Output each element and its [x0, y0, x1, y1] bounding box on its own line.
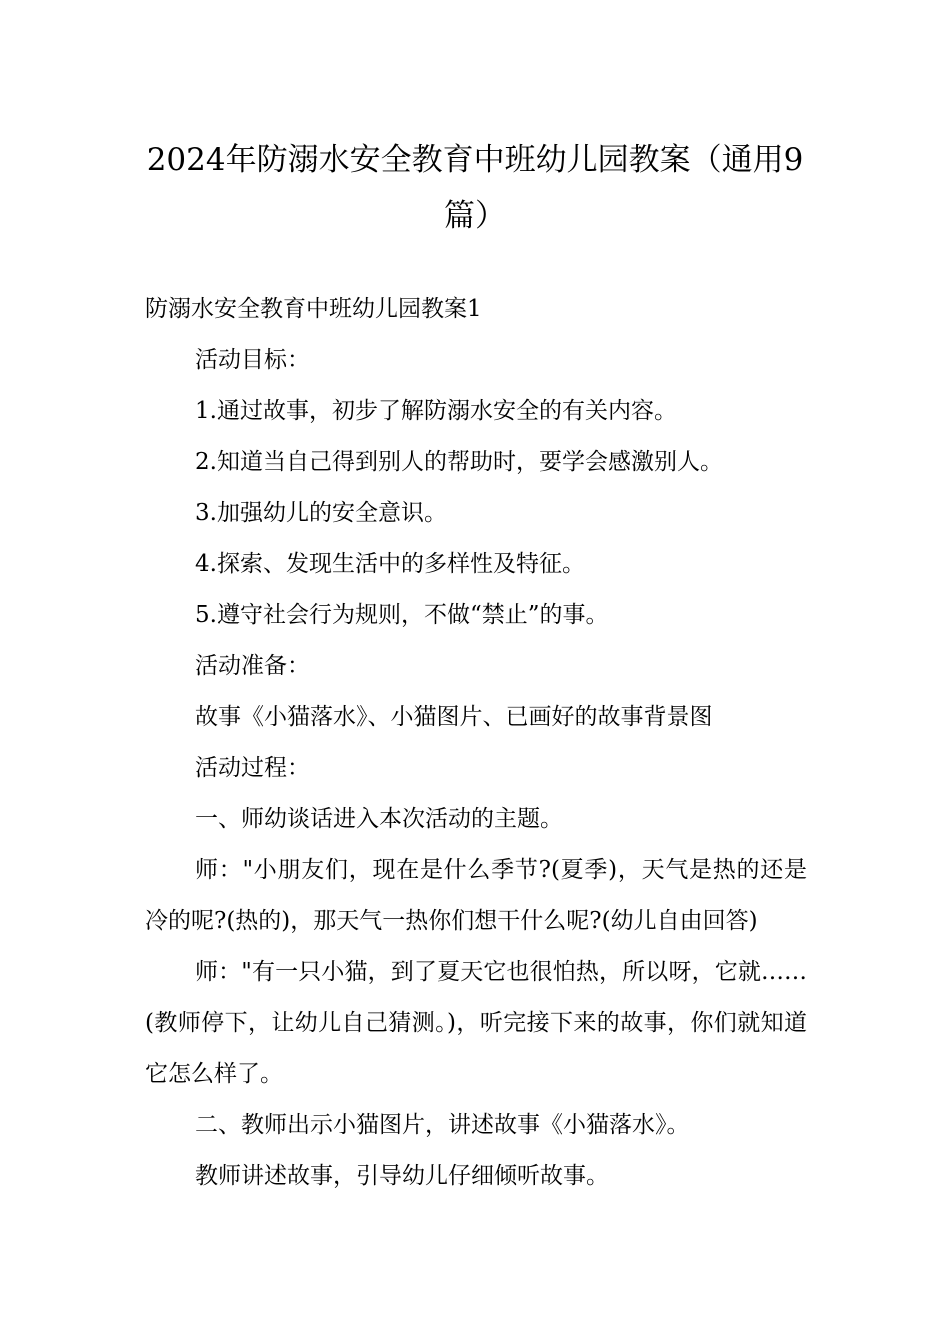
paragraph-goal-2: 2.知道当自己得到别人的帮助时，要学会感激别人。	[195, 449, 723, 475]
paragraph-goal-3: 3.加强幼儿的安全意识。	[195, 500, 447, 526]
paragraph-goal-4: 4.探索、发现生活中的多样性及特征。	[195, 551, 585, 577]
document-body	[145, 284, 807, 1202]
paragraph-teacher-dialogue-1: 师："小朋友们，现在是什么季节?(夏季)，天气是热的还是冷的呢?(热的)，那天气一热你们想干什么呢?(幼儿自由回答)	[145, 857, 807, 934]
paragraph-step-1: 一、师幼谈话进入本次活动的主题。	[195, 806, 563, 832]
document-title: 2024年防溺水安全教育中班幼儿园教案（通用9篇）	[146, 142, 804, 234]
paragraph-goal-1: 1.通过故事，初步了解防溺水安全的有关内容。	[195, 398, 677, 424]
paragraph-preparation-heading: 活动准备：	[195, 653, 310, 679]
paragraph-teacher-dialogue-2: 师："有一只小猫，到了夏天它也很怕热，所以呀，它就……(教师停下，让幼儿自己猜测。)，听完接下来的故事，你们就知道它怎么样了。	[145, 959, 807, 1087]
paragraph-step-2: 二、教师出示小猫图片，讲述故事《小猫落水》。	[195, 1112, 690, 1138]
paragraph-preparation-materials: 故事《小猫落水》、小猫图片、已画好的故事背景图	[195, 704, 713, 730]
paragraph-goal-5: 5.遵守社会行为规则，不做“禁止”的事。	[195, 602, 609, 628]
section-heading: 防溺水安全教育中班幼儿园教案1	[145, 296, 482, 322]
paragraph-activity-goals-heading: 活动目标：	[195, 347, 310, 373]
paragraph-story-telling: 教师讲述故事，引导幼儿仔细倾听故事。	[195, 1163, 609, 1189]
paragraph-process-heading: 活动过程：	[195, 755, 310, 781]
